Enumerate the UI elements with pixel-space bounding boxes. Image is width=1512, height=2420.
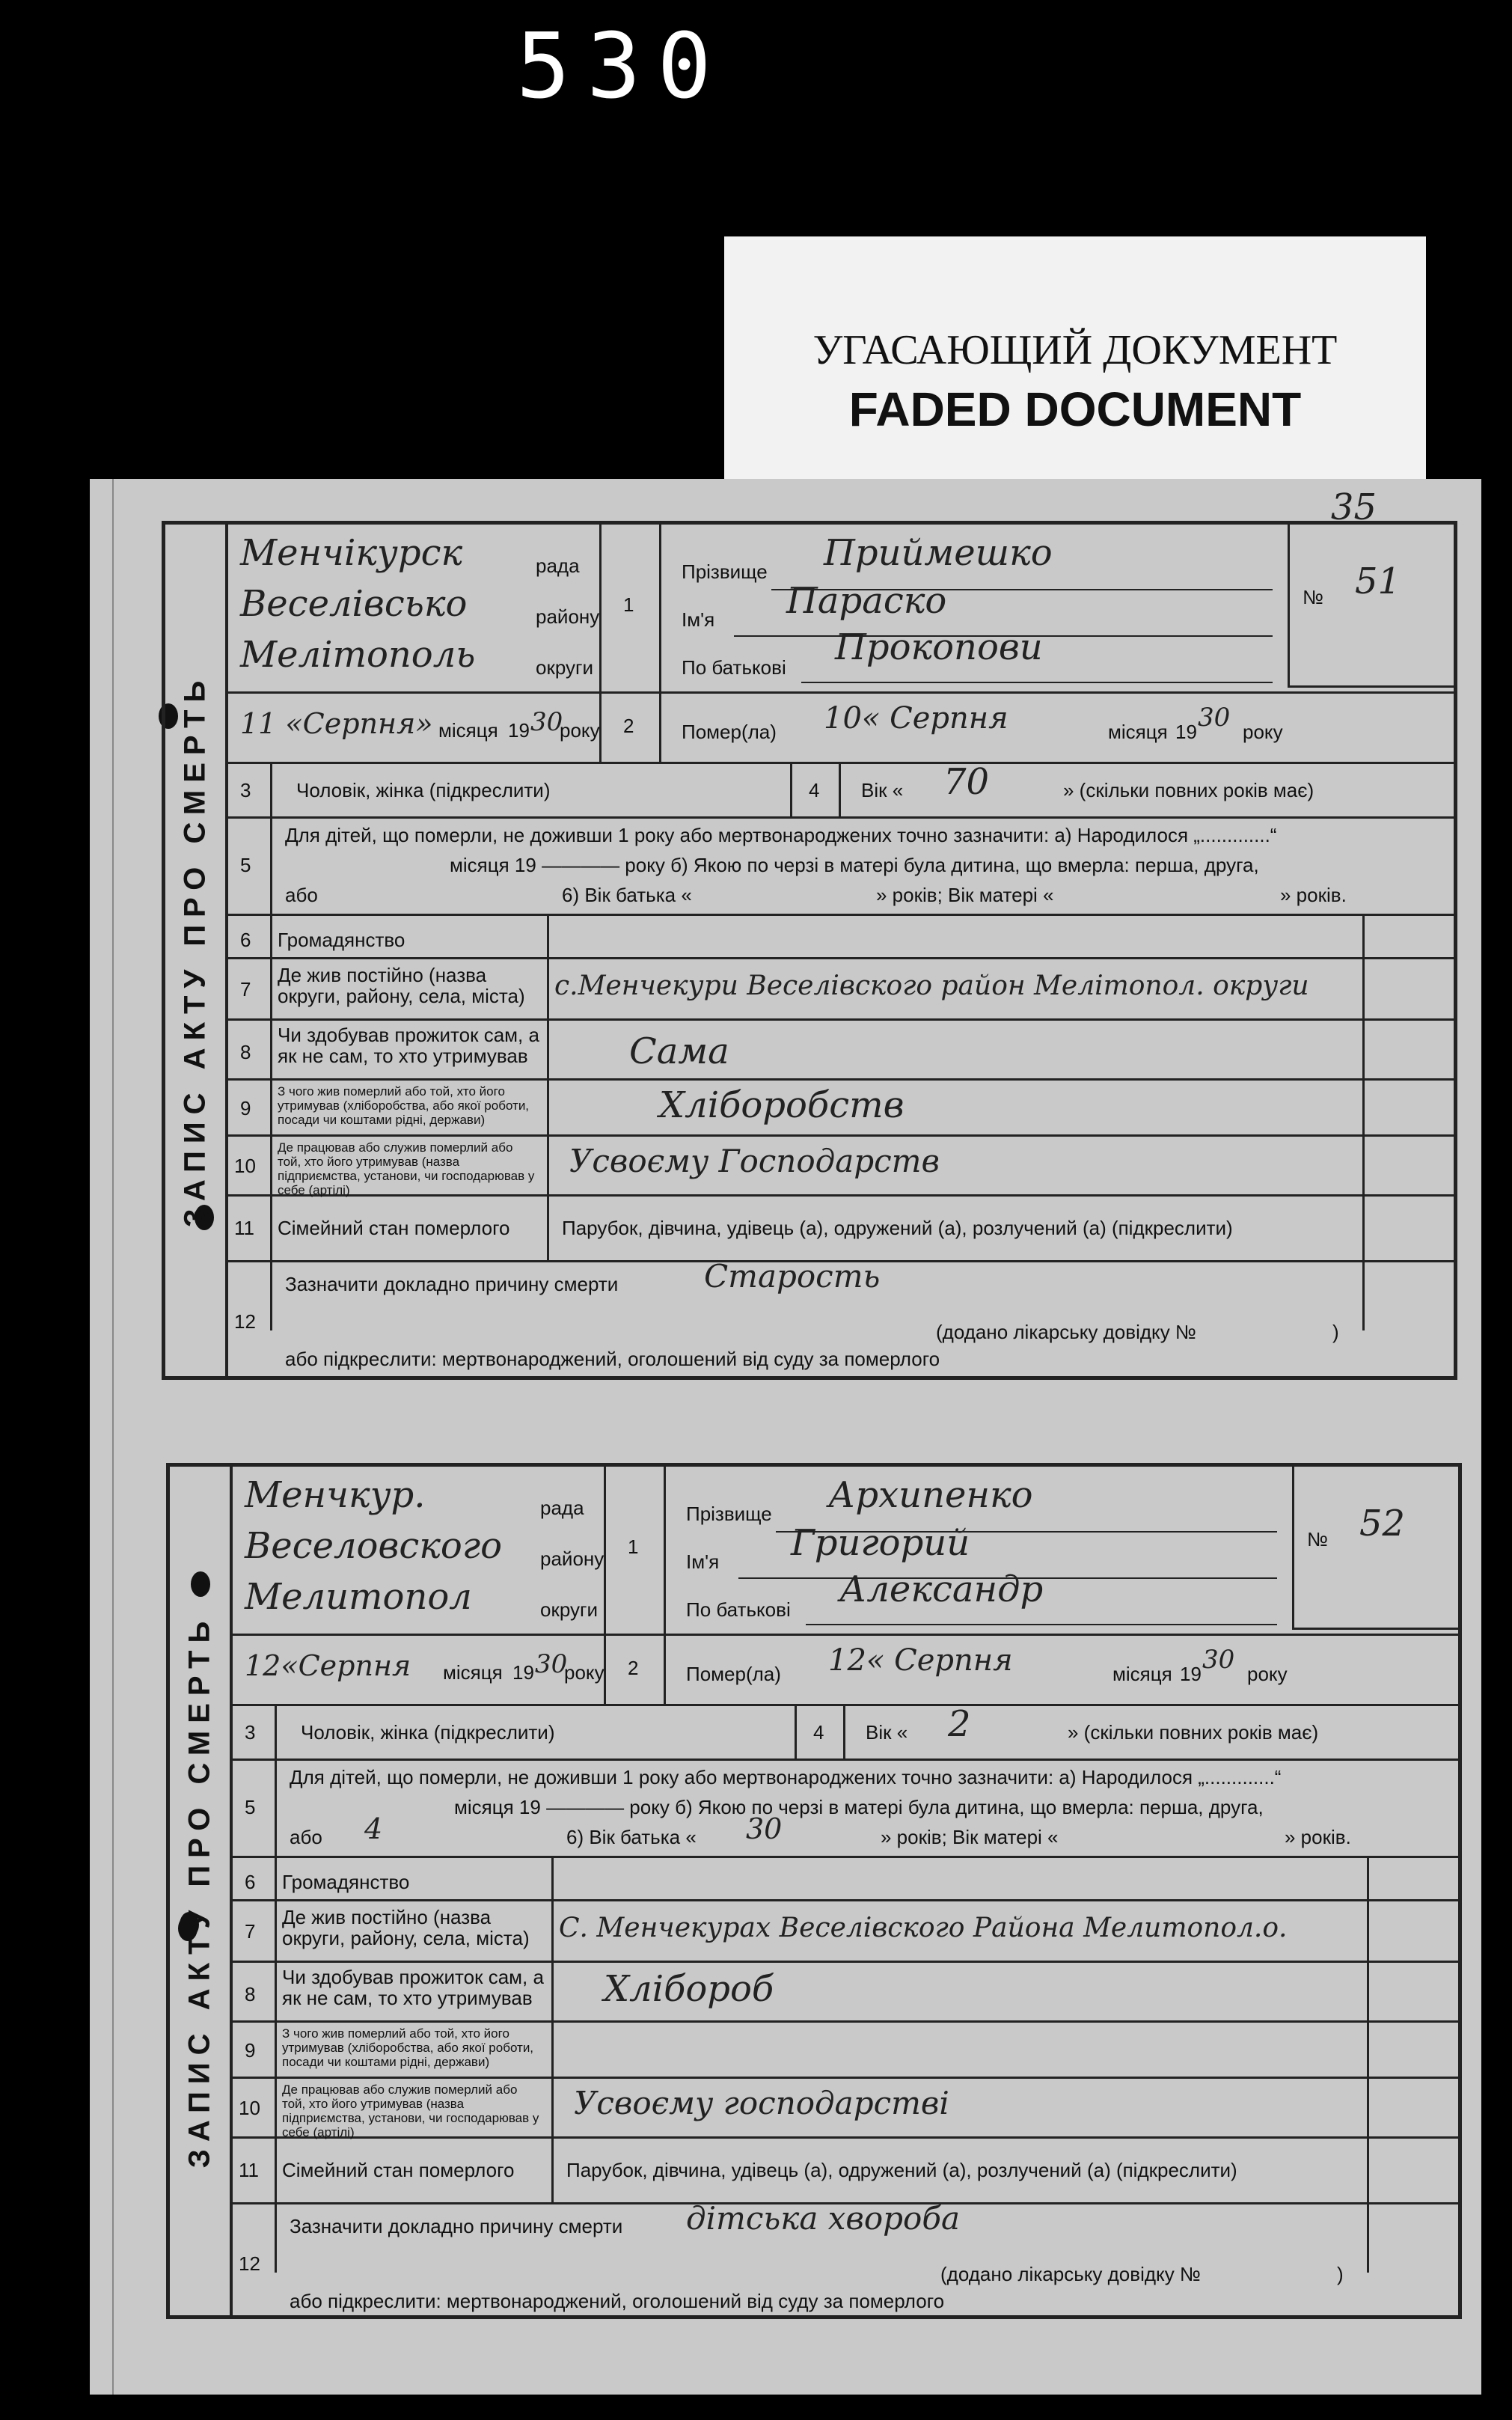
sex-label: Чоловік, жінка (підкреслити) [301,1721,555,1744]
citizenship-label: Громадянство [282,1871,410,1893]
workplace-value: Усвоєму Господарств [569,1143,940,1179]
cause-value: Старость [704,1258,881,1295]
rada-label: рада [540,1497,584,1519]
folio-number: 530 [516,15,728,119]
registration-day: 12«Серпня [245,1649,411,1682]
residence-value: С. Менчекурах Веселівского Района Мелитопол.о. [559,1913,1288,1943]
registration-day: 11 «Серпня» [240,707,433,740]
marital-label: Сімейний стан померлого [278,1217,510,1239]
okruha-label: округи [540,1598,599,1621]
marital-options: Парубок, дівчина, удівець (а), одружений (а), розлучений (а) (підкреслити) [566,2159,1237,2181]
year-label: року [564,1661,605,1684]
rayon-label: району [540,1547,605,1570]
age-suffix: » (скільки повних років має) [1063,779,1314,801]
age-value: 70 [943,761,990,803]
record-vertical-title: ЗАПИС АКТУ ПРО СМЕРТЬ [170,1467,233,2315]
registration-year: 30 [535,1649,568,1679]
death-record-52: ЗАПИС АКТУ ПРО СМЕРТЬ Менчкур. рада Веселовского району Мелитопол округи 12«Серпня місяця 19 30 року 1 2 Прізвище Архипенко Ім'я Григорий По батькові Александр № 52 Помер(ла) 12« Серпня місяця 19 30 року 3 Чоловік, жінка (підкреслити) 4 Вік « 2 » (скільки повних років має) 5 Для дітей, що померли, не доживши 1 року або мертвонароджених точно зазначити: а) Народилося „.............“ місяця 19 ———— року б) Якою по черзі в матері була дитина, що вмерла: перша, друга, або 4 6) Вік батька « 30 » років; Вік матері « » років. 6 Громадянство 7 Де жив постійно (назва округи, району, села, міста) С. Менчекурах Веселівского Района Мелитопол.о. 8 Чи здобував прожиток сам, а як не сам, то хто утримував Хлібороб 9 З чого жив померлий або той, хто його утримував (хліборобства, або якої роботи, посади чи коштами рідні, держави) 10 Де працював або служив померлий або той, хто його утримував (назва підприємства, установи, чи господарював у себе (артілі) Усвоєму господарстві 11 Сімейний стан померлого Парубок, дівчина, удівець (а), одружений (а), розлучений (а) (підкреслити) 12 Зазначити докладно причину смерти дітська хвороба (додано лікарську довідку № ) або підкреслити: мертвонароджений, оголошений від суду за померлого [166,1463,1462,2319]
okruha-label: округи [536,656,594,679]
death-year-label: року [1243,721,1283,743]
rayon-value: Веселовского [245,1525,502,1567]
okruha-value: Мелитопол [245,1576,472,1618]
rayon-value: Веселівсько [240,583,468,625]
death-month-label: місяця [1108,721,1168,743]
death-day: 12« Серпня [828,1643,1013,1678]
death-year-label: року [1247,1663,1288,1685]
death-month-label: місяця [1112,1663,1172,1685]
infant-line-1: Для дітей, що померли, не доживши 1 року або мертвонароджених точно зазначити: а) Народилося „.............“ [290,1766,1282,1788]
infant-line-3-or: або [290,1826,322,1848]
workplace-label: Де працював або служив померлий або той, хто його утримував (назва підприємства, установи, чи господарював у себе (артілі) [282,2083,539,2139]
occupation-value: Хліборобств [659,1084,905,1126]
faded-document-notice [724,236,1426,494]
certificate-label: (додано лікарську довідку № [936,1321,1196,1343]
month-label: місяця [438,719,498,742]
patronymic-value: Прокопови [835,626,1043,668]
age-label: Вік « [861,779,904,801]
surname-label: Прізвище [682,560,768,583]
record-number: 52 [1359,1503,1406,1544]
father-age: 30 [746,1812,783,1845]
occupation-label: З чого жив померлий або той, хто його утримував (хліборобства, або якої роботи, посади чи коштами рідні, держави) [282,2026,534,2069]
residence-label: Де жив постійно (назва округи, району, села, міста) [282,1906,530,1949]
record-number-label: № [1307,1528,1328,1550]
sex-label: Чоловік, жінка (підкреслити) [296,779,551,801]
stillborn-label: або підкреслити: мертвонароджений, оголошений від суду за померлого [290,2290,945,2312]
record-vertical-title: ЗАПИС АКТУ ПРО СМЕРТЬ [165,525,228,1376]
infant-father-age-label: 6) Вік батька « [566,1826,697,1848]
faded-notice-ru: УГАСАЮЩИЙ ДОКУМЕНТ [812,327,1338,373]
occupation-label: З чого жив померлий або той, хто його утримував (хліборобства, або якої роботи, посади чи коштами рідні, держави) [278,1084,530,1127]
infant-line-1: Для дітей, що померли, не доживши 1 року або мертвонароджених точно зазначити: а) Народилося „.............“ [285,824,1277,846]
livelihood-value: Хлібороб [604,1968,774,2010]
month-label: місяця [443,1661,503,1684]
rada-value: Менчікурск [240,532,463,574]
certificate-end: ) [1332,1321,1339,1343]
stillborn-label: або підкреслити: мертвонароджений, оголошений від суду за померлого [285,1348,940,1370]
rada-label: рада [536,554,580,577]
residence-value: с.Менчекури Веселівского район Мелітопол. округи [554,971,1309,1001]
workplace-value: Усвоєму господарстві [574,2085,949,2121]
year-prefix: 19 [508,719,530,742]
infant-order: 4 [364,1812,383,1845]
name-label: Ім'я [686,1550,720,1573]
patronymic-label: По батькові [686,1598,791,1621]
death-year: 30 [1202,1645,1235,1675]
year-prefix: 19 [512,1661,534,1684]
infant-line-2: місяця 19 ———— року б) Якою по черзі в матері була дитина, що вмерла: перша, друга, [454,1796,1264,1818]
infant-years-label: » років. [1285,1826,1351,1848]
patronymic-label: По батькові [682,656,786,679]
livelihood-label: Чи здобував прожиток сам, а як не сам, то хто утримував [282,1966,544,2009]
infant-line-2: місяця 19 ———— року б) Якою по черзі в матері була дитина, що вмерла: перша, друга, [450,854,1259,876]
name-label: Ім'я [682,608,715,631]
faded-notice-en: FADED DOCUMENT [848,382,1302,436]
record-number-label: № [1303,586,1323,608]
rada-value: Менчкур. [245,1474,426,1516]
infant-father-age-label: 6) Вік батька « [562,884,692,906]
age-value: 2 [948,1703,971,1745]
workplace-label: Де працював або служив померлий або той, хто його утримував (назва підприємства, установи, чи господарював у себе (артілі) [278,1140,535,1197]
death-date-label: Помер(ла) [682,721,777,743]
rayon-label: району [536,605,600,628]
surname-value: Архипенко [828,1474,1033,1516]
marital-label: Сімейний стан померлого [282,2159,515,2181]
death-year-prefix: 19 [1180,1663,1202,1685]
livelihood-value: Сама [629,1030,729,1072]
infant-line-3-or: або [285,884,318,906]
infant-mother-age-label: » років; Вік матері « [876,884,1054,906]
name-value: Параско [786,580,947,622]
patronymic-value: Александр [839,1568,1044,1610]
page-number: 35 [1330,486,1377,528]
age-label: Вік « [866,1721,908,1744]
certificate-label: (додано лікарську довідку № [940,2263,1201,2285]
infant-years-label: » років. [1280,884,1347,906]
death-date-label: Помер(ла) [686,1663,781,1685]
record-number: 51 [1355,560,1401,602]
cause-label: Зазначити докладно причину смерти [285,1273,619,1295]
certificate-end: ) [1337,2263,1344,2285]
registration-year: 30 [530,707,563,737]
marital-options: Парубок, дівчина, удівець (а), одружений (а), розлучений (а) (підкреслити) [562,1217,1233,1239]
year-label: року [560,719,600,742]
citizenship-label: Громадянство [278,929,405,951]
death-day: 10« Серпня [824,701,1008,736]
death-year-prefix: 19 [1175,721,1197,743]
name-value: Григорий [791,1522,970,1564]
age-suffix: » (скільки повних років має) [1068,1721,1319,1744]
okruha-value: Мелітополь [240,634,476,676]
cause-label: Зазначити докладно причину смерти [290,2215,623,2237]
infant-mother-age-label: » років; Вік матері « [881,1826,1059,1848]
cause-value: дітська хвороба [686,2200,961,2237]
death-year: 30 [1198,703,1231,733]
death-record-51: ЗАПИС АКТУ ПРО СМЕРТЬ Менчікурск рада Веселівсько району Мелітополь округи 11 «Серпня» місяця 19 30 року 1 2 Прізвище Приймешко Ім'я Параско По батькові Прокопови № 51 Помер(ла) 10« Серпня місяця 19 30 року 3 Чоловік, жінка (підкреслити) 4 Вік « 70 » (скільки повних років має) 5 Для дітей, що померли, не доживши 1 року або мертвонароджених точно зазначити: а) Народилося „.............“ місяця 19 ———— року б) Якою по черзі в матері була дитина, що вмерла: перша, друга, або 6) Вік батька « » років; Вік матері « » років. 6 Громадянство 7 Де жив постійно (назва округи, району, села, міста) с.Менчекури Веселівского район Мелітопол. округи 8 Чи здобував прожиток сам, а як не сам, то хто утримував Сама 9 З чого жив померлий або той, хто його утримував (хліборобства, або якої роботи, посади чи коштами рідні, держави) Хліборобств 10 Де працював або служив померлий або той, хто його утримував (назва підприємства, установи, чи господарював у себе (артілі) Усвоєму Господарств 11 Сімейний стан померлого Парубок, дівчина, удівець (а), одружений (а), розлучений (а) (підкреслити) 12 Зазначити докладно причину смерти Старость (додано лікарську довідку № ) або підкреслити: мертвонароджений, оголошений від суду за померлого [162,521,1457,1380]
surname-value: Приймешко [824,532,1053,574]
livelihood-label: Чи здобував прожиток сам, а як не сам, то хто утримував [278,1024,539,1067]
residence-label: Де жив постійно (назва округи, району, села, міста) [278,964,525,1007]
surname-label: Прізвище [686,1503,772,1525]
